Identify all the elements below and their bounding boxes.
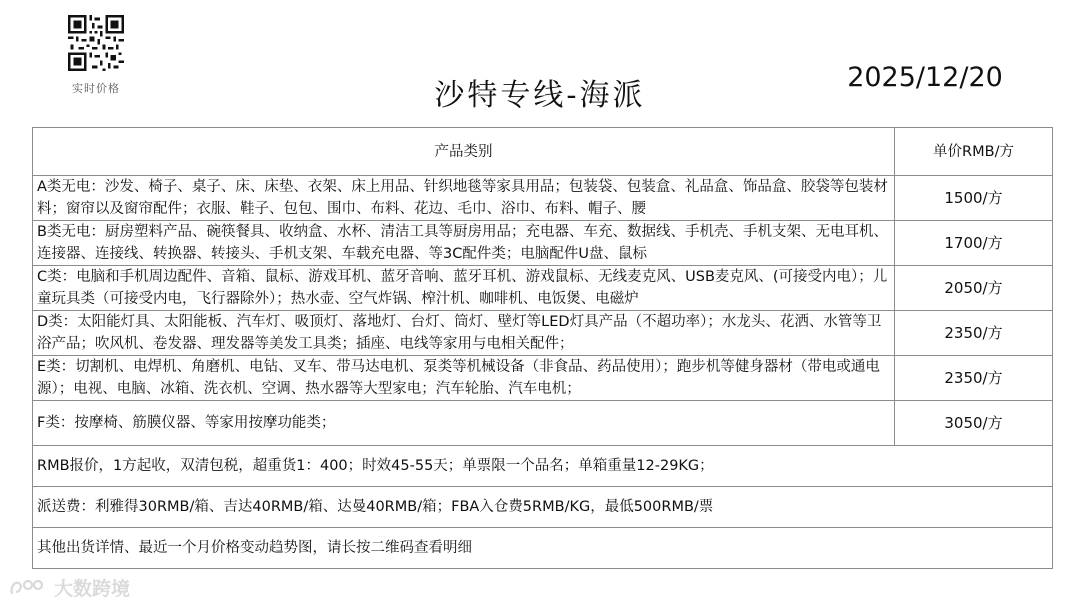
watermark-text: 大数跨境	[54, 578, 131, 600]
table-row	[33, 266, 1053, 311]
category-d-desc: D类：太阳能灯具、太阳能板、汽车灯、吸顶灯、落地灯、台灯、筒灯、壁灯等LED灯具产品（不超功率）；水龙头、花洒、水管等卫浴产品；吹风机、卷发器、理发器等美发工具类；插座、电线等家用与电相关配件；	[33, 311, 895, 356]
watermark-logo-icon	[8, 576, 48, 600]
delivery-fee-note: 派送费：利雅得30RMB/箱、吉达40RMB/箱、达曼40RMB/箱；FBA入仓费5RMB/KG，最低500RMB/票	[33, 487, 1053, 528]
category-c-price: 2050/方	[895, 266, 1053, 311]
category-f-price: 3050/方	[895, 401, 1053, 446]
details-note: 其他出货详情、最近一个月价格变动趋势图，请长按二维码查看明细	[33, 528, 1053, 569]
category-a-desc: A类无电：沙发、椅子、桌子、床、床垫、衣架、床上用品、针织地毯等家具用品；包装袋、包装盒、礼品盒、饰品盒、胶袋等包装材料；窗帘以及窗帘配件；衣服、鞋子、包包、围巾、布料、花边、毛巾、浴巾、布料、帽子、腰	[33, 176, 895, 221]
table-header-row	[33, 128, 1053, 176]
category-a-price: 1500/方	[895, 176, 1053, 221]
category-f-desc: F类：按摩椅、筋膜仪器、等家用按摩功能类；	[33, 401, 895, 446]
pricing-terms-note: RMB报价，1方起收，双清包税，超重货1：400；时效45-55天；单票限一个品名；单箱重量12-29KG；	[33, 446, 1053, 487]
table-row	[33, 311, 1053, 356]
table-row	[33, 401, 1053, 446]
table-row	[33, 356, 1053, 401]
header-category: 产品类别	[33, 128, 895, 176]
category-d-price: 2350/方	[895, 311, 1053, 356]
watermark	[8, 574, 130, 601]
category-e-price: 2350/方	[895, 356, 1053, 401]
page-title: 沙特专线-海派	[434, 78, 646, 113]
header-price: 单价RMB/方	[895, 128, 1053, 176]
qr-label: 实时价格	[72, 82, 120, 95]
price-table	[32, 127, 1053, 569]
table-row	[33, 221, 1053, 266]
category-b-desc: B类无电：厨房塑料产品、碗筷餐具、收纳盒、水杯、清洁工具等厨房用品；充电器、车充、数据线、手机壳、手机支架、无电耳机、连接器、连接线、转换器、转接头、手机支架、车载充电器、等3C配件类；电脑配件U盘、鼠标	[33, 221, 895, 266]
note-row	[33, 528, 1053, 569]
note-row	[33, 487, 1053, 528]
note-row	[33, 446, 1053, 487]
category-e-desc: E类：切割机、电焊机、角磨机、电钻、叉车、带马达电机、泵类等机械设备（非食品、药品使用）；跑步机等健身器材（带电或通电源）；电视、电脑、冰箱、洗衣机、空调、热水器等大型家电；汽车轮胎、汽车电机；	[33, 356, 895, 401]
category-c-desc: C类：电脑和手机周边配件、音箱、鼠标、游戏耳机、蓝牙音响、蓝牙耳机、游戏鼠标、无线麦克风、USB麦克风、(可接受内电）；儿童玩具类（可接受内电，飞行器除外）；热水壶、空气炸锅、榨汁机、咖啡机、电饭煲、电磁炉	[33, 266, 895, 311]
table-row	[33, 176, 1053, 221]
date-label: 2025/12/20	[847, 62, 1003, 93]
qr-code[interactable]	[68, 15, 124, 71]
category-b-price: 1700/方	[895, 221, 1053, 266]
